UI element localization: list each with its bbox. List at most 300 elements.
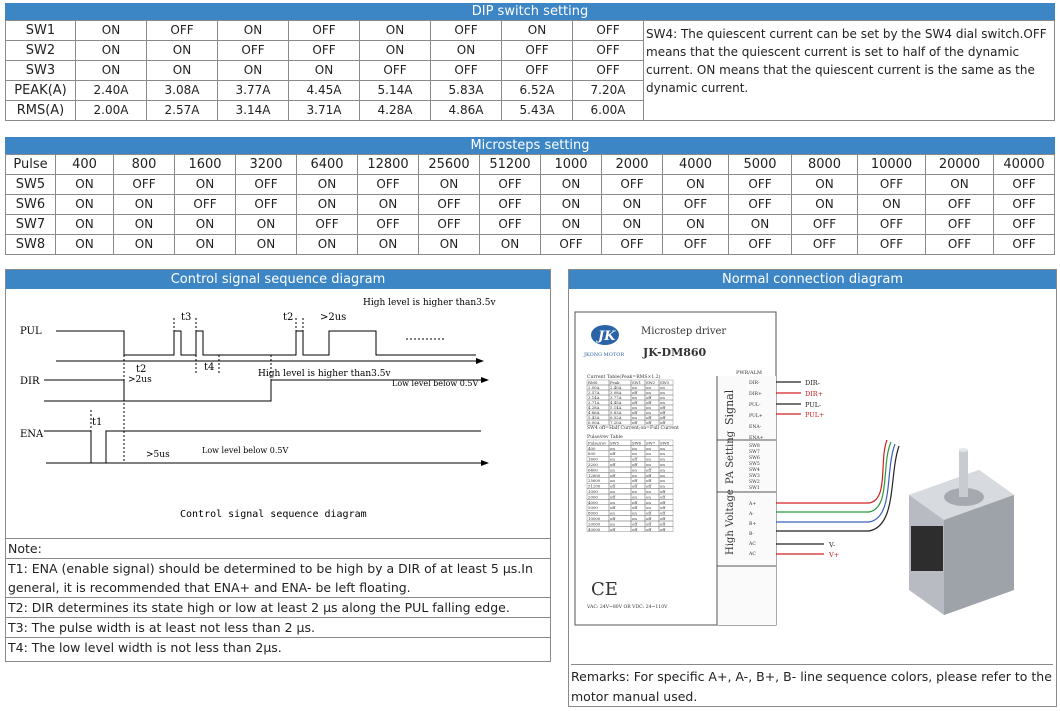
dip-cell: 4.45A [289, 81, 360, 101]
dip-cell: OFF [502, 61, 573, 81]
dip-cell: ON [147, 61, 218, 81]
mini-table-text: on [646, 451, 651, 457]
pulse-value: 25600 [419, 155, 480, 175]
micro-cell: OFF [729, 195, 792, 215]
dip-cell: 3.08A [147, 81, 218, 101]
mini-table-text: 800 [588, 451, 596, 457]
hv-pin-label: B+ [749, 522, 757, 527]
signal-pin-label: PUL- [749, 403, 761, 408]
mini-table-text: off [632, 456, 638, 462]
pulse-value: 6400 [297, 155, 358, 175]
wire-v-minus: V- [829, 541, 836, 549]
mini-table-text: on [632, 516, 637, 521]
mini-table-text: off [660, 516, 666, 521]
signal-pin-label: DIR+ [749, 392, 762, 397]
mini-table-text: 5.43A [588, 415, 600, 420]
mini-table-text: 7.20A [610, 420, 622, 425]
connection-panel [568, 269, 1057, 707]
mini-table-text: on [610, 489, 615, 494]
mini-table-text: off [660, 499, 666, 505]
mini-table-text: off [660, 510, 666, 516]
mini-table-text: 8000 [588, 510, 598, 516]
mini-table-text: on [632, 395, 637, 400]
micro-cell: OFF [994, 175, 1055, 195]
pulse-value: 12800 [358, 155, 419, 175]
wire-pul-minus: PUL- [805, 401, 822, 409]
dip-row-label: RMS(A) [6, 101, 76, 121]
dip-cell: ON [502, 21, 573, 41]
sw-pin-label: SW6 [749, 456, 760, 461]
mini-table-text: 10000 [588, 516, 601, 521]
mini-table-text: 5000 [588, 505, 598, 511]
micro-cell: OFF [480, 195, 541, 215]
mini-table-text: on [646, 499, 651, 505]
micro-cell: ON [602, 215, 663, 235]
mini-table-text: on [610, 510, 615, 516]
micro-cell: ON [541, 215, 602, 235]
vac-spec: VAC: 24V~80V OR VDC: 24~110V [587, 605, 668, 610]
dip-cell: 2.57A [147, 101, 218, 121]
mini-table-text: off [632, 478, 638, 484]
micro-cell: OFF [419, 215, 480, 235]
micro-cell: OFF [419, 195, 480, 215]
micro-row [6, 235, 1055, 255]
mini-table-text: off [646, 516, 652, 521]
mini-table-text: on [646, 456, 651, 462]
pulse-value: 20000 [926, 155, 994, 175]
mini-table-text: 4.45A [610, 400, 622, 405]
driver-name: Microstep driver [641, 326, 727, 337]
dip-cell: ON [218, 21, 289, 41]
micro-cell: ON [56, 215, 114, 235]
mini-table-text: on [646, 494, 651, 500]
pulse-value: 5000 [729, 155, 792, 175]
mini-table-text: off [632, 462, 638, 467]
micro-cell: ON [175, 215, 236, 235]
dip-row-label: SW1 [6, 21, 76, 41]
mini-table-text: 6.52A [610, 415, 622, 420]
micro-cell: OFF [792, 235, 858, 255]
mini-table-text: off [610, 483, 616, 489]
mini-table-text: SW8 [660, 440, 670, 446]
mini-table-text: on [660, 483, 665, 489]
dip-cell: 3.71A [289, 101, 360, 121]
notes-section [6, 538, 550, 657]
micro-cell: OFF [858, 235, 926, 255]
pulse-value: 2000 [602, 155, 663, 175]
micro-cell: OFF [602, 235, 663, 255]
mini-table-text: 1600 [588, 456, 598, 462]
mini-table-text: on [610, 445, 615, 451]
pul-waveform [56, 331, 476, 355]
dip-cell: ON [360, 21, 431, 41]
mini-table-text: off [646, 400, 652, 405]
mini-table-text: 3.14A [588, 395, 600, 400]
mini-table-text: on [632, 385, 637, 390]
dip-cell: 4.86A [431, 101, 502, 121]
micro-cell: ON [114, 235, 175, 255]
ce-mark: CE [591, 579, 618, 600]
mini-table-text: 4.86A [588, 410, 600, 415]
micro-cell: ON [480, 235, 541, 255]
hv-pin-label: A+ [749, 502, 757, 507]
mini-table-text: 20000 [588, 521, 601, 527]
mini-table-text: off [646, 483, 652, 489]
dip-cell: 6.52A [502, 81, 573, 101]
dip-row-label: PEAK(A) [6, 81, 76, 101]
mini-table-text: off [632, 505, 638, 511]
dip-cell: 2.40A [76, 81, 147, 101]
pulse-label: Pulse [6, 155, 56, 175]
mini-table-text: 3.77A [610, 395, 622, 400]
pul-label: PUL [20, 326, 42, 337]
micro-cell: OFF [663, 235, 729, 255]
t4-label: t4 [204, 362, 215, 373]
mini-table-text: 5.83A [610, 410, 622, 415]
dip-cell: 6.00A [573, 101, 644, 121]
signal-pin-label: ENA- [749, 425, 762, 430]
micro-cell: ON [663, 175, 729, 195]
dip-cell: ON [360, 41, 431, 61]
dip-cell: ON [289, 61, 360, 81]
hv-group-label: High Voltage [725, 489, 736, 555]
micro-cell: ON [236, 235, 297, 255]
mini-table-text: on [632, 472, 637, 478]
mini-table-text: off [646, 467, 652, 473]
micro-cell: ON [175, 235, 236, 255]
mini-table-text: off [646, 420, 652, 425]
notes-title: Note: [6, 538, 550, 558]
mini-table-text: 12800 [588, 472, 601, 478]
stepper-motor-icon [869, 440, 1014, 615]
pulse-value: 1600 [175, 155, 236, 175]
mini-table-text: on [646, 462, 651, 467]
microsteps-table [5, 154, 1055, 255]
mini-table-text: off [660, 521, 666, 527]
mini-table-text: on [660, 445, 665, 451]
mini-table-text: on [660, 456, 665, 462]
mini-table-text: off [646, 478, 652, 484]
dip-row [6, 21, 1055, 41]
dip-cell: 5.14A [360, 81, 431, 101]
pulse-value: 10000 [858, 155, 926, 175]
note-t2: T2: DIR determines its state high or low at least 2 μs along the PUL falling edge. [6, 597, 550, 617]
micro-cell: ON [114, 215, 175, 235]
high-level-note-2: High level is higher than3.5v [258, 369, 391, 379]
mini-table-text: 400 [588, 445, 596, 451]
mini-table-text: SW5 [610, 440, 620, 446]
micro-cell: OFF [114, 175, 175, 195]
mini-table-text: on [646, 410, 651, 415]
micro-row-label: SW7 [6, 215, 56, 235]
sw-pin-label: SW1 [749, 486, 760, 491]
t3-label: t3 [181, 312, 192, 323]
micro-cell: OFF [858, 175, 926, 195]
micro-cell: OFF [858, 215, 926, 235]
dip-cell: 4.28A [360, 101, 431, 121]
mini-table-text: on [660, 462, 665, 467]
micro-cell: OFF [926, 235, 994, 255]
micro-cell: ON [792, 175, 858, 195]
pa-group-label: PA Setting [725, 430, 736, 484]
mini-table-text: on [660, 478, 665, 484]
micro-row [6, 195, 1055, 215]
hv-pin-label: A- [749, 512, 754, 517]
logo-text: JK [598, 329, 616, 344]
mini-table-text: Peak [610, 380, 620, 385]
micro-cell: ON [663, 215, 729, 235]
mini-table-text: 3.08A [610, 390, 622, 395]
dip-switch-table [5, 20, 1055, 121]
micro-cell: OFF [480, 215, 541, 235]
pulse-value: 3200 [236, 155, 297, 175]
micro-cell: ON [541, 195, 602, 215]
sw-pin-label: SW4 [749, 468, 760, 473]
micro-cell: ON [297, 235, 358, 255]
wire-v-plus: V+ [829, 551, 840, 559]
dip-switch-section [5, 3, 1055, 121]
connection-diagram [569, 290, 1056, 662]
dip-cell: OFF [289, 21, 360, 41]
micro-cell: ON [858, 195, 926, 215]
dip-cell: OFF [573, 41, 644, 61]
mini-table-text: off [632, 526, 638, 532]
mini-table-text: off [646, 415, 652, 420]
micro-cell: ON [358, 195, 419, 215]
micro-cell: ON [114, 195, 175, 215]
mini-table-text: 51200 [588, 483, 601, 489]
microsteps-title: Microsteps setting [5, 137, 1055, 154]
mini-table-text: on [610, 499, 615, 505]
micro-cell: ON [297, 175, 358, 195]
pulse-table-title: Pulse/rev Table [587, 435, 623, 440]
dip-cell: ON [76, 61, 147, 81]
sw4-note: SW4 off=Half Current;on=Full Current [587, 426, 679, 431]
mini-table-text: 6.00A [588, 420, 600, 425]
mini-table-text: 25600 [588, 478, 601, 484]
dip-cell: 2.00A [76, 101, 147, 121]
mini-table-text: off [632, 400, 638, 405]
micro-cell: ON [926, 175, 994, 195]
mini-table-text: off [610, 516, 616, 521]
mini-table-text: off [632, 499, 638, 505]
mini-table-text: 3.71A [588, 400, 600, 405]
mini-table-text: on [660, 472, 665, 478]
pwr-alm-label: PWR/ALM [736, 370, 763, 376]
pulse-row [6, 155, 1055, 175]
dip-cell: OFF [360, 61, 431, 81]
note-t4: T4: The low level width is not less than 2μs. [6, 637, 550, 657]
hv-pin-label: B- [749, 532, 755, 537]
low-level-note-2: Low level below 0.5V [202, 446, 289, 455]
micro-cell: OFF [926, 195, 994, 215]
dip-cell: OFF [218, 41, 289, 61]
mini-table-text: off [646, 526, 652, 532]
note-t3: T3: The pulse width is at least not less than 2 μs. [6, 617, 550, 637]
mini-table-text: on [660, 390, 665, 395]
mini-table-text: off [646, 395, 652, 400]
micro-cell: ON [419, 235, 480, 255]
dip-cell: OFF [147, 21, 218, 41]
brand-text: JKONG MOTOR [584, 352, 625, 358]
mini-table-text: 6400 [588, 467, 598, 473]
t2-label-bottom: t2 [136, 364, 147, 375]
sw-pin-label: SW3 [749, 474, 760, 479]
mini-table-text: off [632, 390, 638, 395]
microsteps-section [5, 137, 1055, 255]
micro-cell: ON [236, 215, 297, 235]
mini-table-text: off [610, 451, 616, 457]
micro-cell: OFF [994, 235, 1055, 255]
micro-cell: ON [175, 175, 236, 195]
micro-row [6, 215, 1055, 235]
control-signal-panel [5, 269, 551, 662]
pulse-value: 400 [56, 155, 114, 175]
mini-table-text: on [660, 385, 665, 390]
dip-cell: OFF [431, 21, 502, 41]
sw-pin-label: SW2 [749, 480, 760, 485]
micro-row-label: SW6 [6, 195, 56, 215]
mini-table-text: 5.14A [610, 405, 622, 410]
dip-cell: 3.14A [218, 101, 289, 121]
micro-cell: OFF [480, 175, 541, 195]
mini-table-text: on [610, 521, 615, 527]
mini-table-text: 4000 [588, 499, 598, 505]
t2-label-top: t2 [283, 312, 294, 323]
pulse-value: 4000 [663, 155, 729, 175]
micro-cell: ON [419, 175, 480, 195]
mini-table-text: off [610, 505, 616, 511]
dip-row-label: SW3 [6, 61, 76, 81]
signal-pin-label: PUL+ [749, 414, 763, 419]
dip-cell: OFF [573, 21, 644, 41]
mini-table-text: 2.40A [610, 385, 622, 390]
mini-table-text: off [632, 420, 638, 425]
dip-cell: OFF [573, 61, 644, 81]
mini-table-text: off [632, 410, 638, 415]
dip-cell: ON [76, 21, 147, 41]
micro-cell: OFF [236, 195, 297, 215]
sw-pin-label: SW7 [749, 450, 760, 455]
mini-table-text: on [632, 415, 637, 420]
sw4-note-cell: SW4: The quiescent current can be set by the SW4 dial switch.OFF means that the quiescent current is set to half of the dynamic current. ON means that the quiescent current is the same as the dynamic current. [644, 21, 1055, 121]
low-level-note-1: Low level below 0.5V [392, 379, 479, 388]
mini-table-text: SW6 [632, 440, 642, 446]
mini-table-text: SW1 [632, 380, 642, 385]
timing-diagram [6, 290, 550, 538]
dip-switch-title: DIP switch setting [5, 3, 1055, 20]
dip-cell: OFF [431, 61, 502, 81]
sw-pin-label: SW8 [749, 444, 760, 449]
mini-table-text: off [646, 510, 652, 516]
dip-cell: 5.43A [502, 101, 573, 121]
connection-title: Normal connection diagram [569, 270, 1056, 289]
micro-cell: OFF [541, 235, 602, 255]
micro-cell: OFF [663, 195, 729, 215]
micro-cell: ON [56, 175, 114, 195]
micro-cell: ON [358, 235, 419, 255]
jk-logo-icon [591, 325, 619, 345]
note-t1: T1: ENA (enable signal) should be determined to be high by a DIR of at least 5 μs.In general, it is recommended that ENA+ and ENA- be left floating. [6, 558, 550, 597]
micro-row [6, 175, 1055, 195]
mini-table-text: off [632, 521, 638, 527]
mini-table-text: Pulse/rev [588, 440, 607, 446]
micro-cell: OFF [926, 215, 994, 235]
mini-table-text: on [610, 478, 615, 484]
mini-table-text: off [632, 483, 638, 489]
dip-cell: 5.83A [431, 81, 502, 101]
signal-pin-label: ENA+ [749, 436, 764, 441]
mini-table-text: SW7 [646, 440, 656, 446]
mini-table-text: on [646, 505, 651, 511]
mini-table-text: off [610, 526, 616, 532]
dip-cell: 3.77A [218, 81, 289, 101]
dip-cell: 7.20A [573, 81, 644, 101]
mini-table-text: on [660, 395, 665, 400]
micro-cell: OFF [297, 215, 358, 235]
signal-group-label: Signal [723, 389, 736, 425]
mini-table-text: on [660, 467, 665, 473]
mini-table-text: 3200 [588, 462, 598, 467]
mini-table-text: 40000 [588, 526, 601, 532]
gt2us-top: >2us [320, 312, 347, 323]
mini-table-text: 2.00A [588, 385, 600, 390]
dip-cell: ON [431, 41, 502, 61]
mini-table-text: on [660, 451, 665, 457]
mini-table-text: on [646, 385, 651, 390]
mini-table-text: 1000 [588, 489, 598, 494]
mini-table-text: off [646, 472, 652, 478]
mini-table-text: off [660, 415, 666, 420]
micro-cell: ON [792, 195, 858, 215]
micro-row-label: SW5 [6, 175, 56, 195]
pulse-value: 1000 [541, 155, 602, 175]
mini-table-text: on [632, 451, 637, 457]
dip-cell: ON [76, 41, 147, 61]
wire-pul-plus: PUL+ [805, 411, 825, 419]
dip-row-label: SW2 [6, 41, 76, 61]
gt2us-bottom: >2us [128, 375, 152, 385]
wire-dir-minus: DIR- [805, 379, 820, 387]
micro-cell: OFF [792, 215, 858, 235]
mini-table-text: off [610, 494, 616, 500]
micro-cell: OFF [729, 235, 792, 255]
mini-table-text: on [610, 456, 615, 462]
mini-table-text: off [610, 462, 616, 467]
mini-table-text: on [632, 494, 637, 500]
mini-table-text: off [610, 472, 616, 478]
micro-cell: OFF [602, 175, 663, 195]
micro-cell: OFF [175, 195, 236, 215]
micro-cell: OFF [994, 195, 1055, 215]
ena-label: ENA [20, 429, 44, 440]
micro-cell: ON [56, 195, 114, 215]
signal-wires [776, 382, 801, 414]
mini-table-text: on [632, 489, 637, 494]
current-table-title: Current Table(Peak=RMS×1.2) [587, 375, 661, 380]
mini-table-text: on [610, 467, 615, 473]
dip-cell: ON [147, 41, 218, 61]
micro-cell: OFF [994, 215, 1055, 235]
mini-table-text: RMS [588, 380, 598, 385]
driver-model: JK-DM860 [643, 346, 707, 359]
mini-table-text: on [632, 405, 637, 410]
micro-cell: ON [56, 235, 114, 255]
mini-table-text: on [646, 390, 651, 395]
mini-table-text: off [660, 405, 666, 410]
connection-remark: Remarks: For specific A+, A-, B+, B- line sequence colors, please refer to the motor manual used. [571, 664, 1053, 707]
mini-table-text: SW2 [646, 380, 656, 385]
